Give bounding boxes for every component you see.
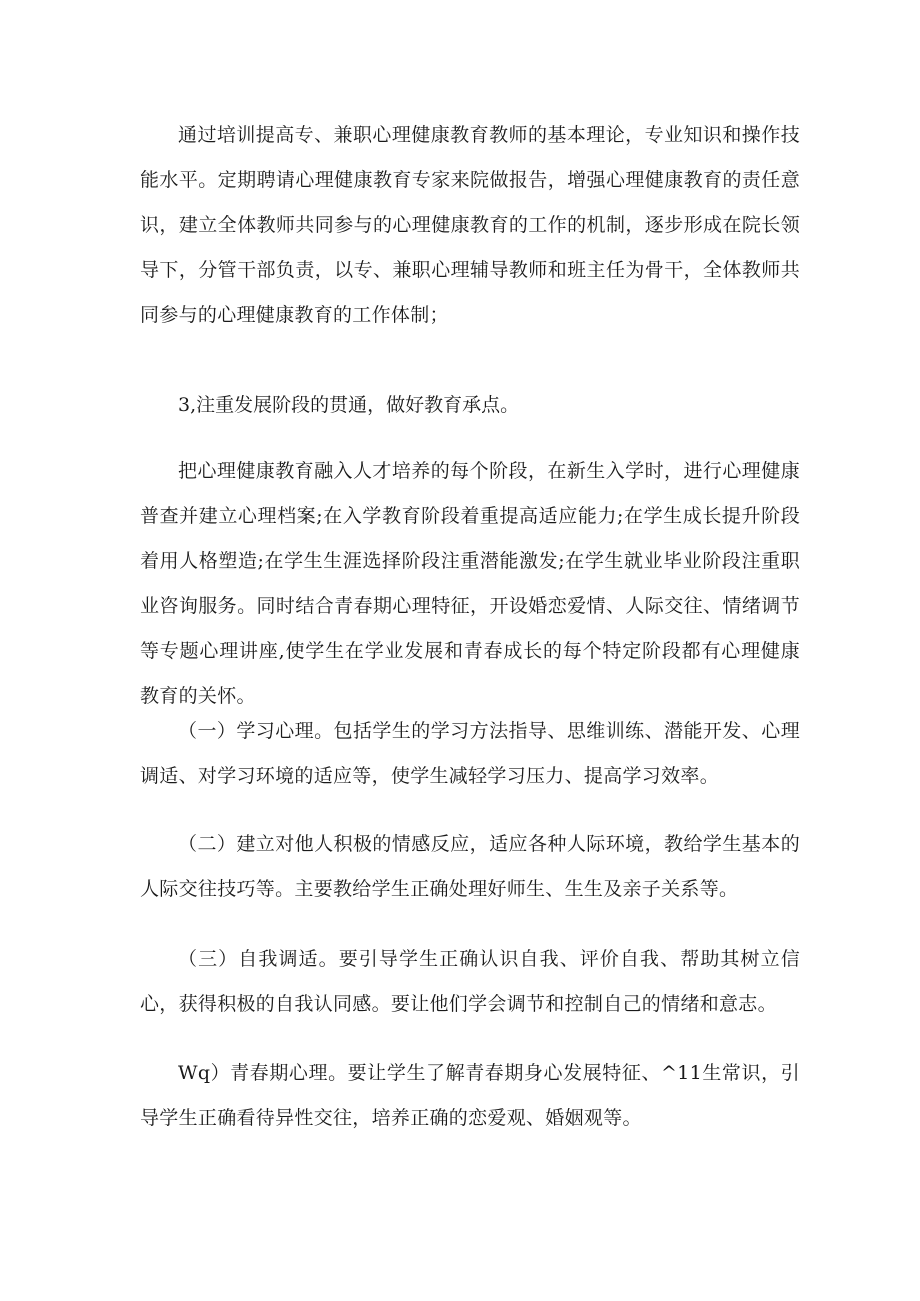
paragraph-adolescence: Wq）青春期心理。要让学生了解青春期身心发展特征、^11生常识，引导学生正确看待异性交往，培养正确的恋爱观、婚姻观等。: [140, 1062, 800, 1129]
paragraph-stages: 把心理健康教育融入人才培养的每个阶段，在新生入学时，进行心理健康普查并建立心理档案;在入学教育阶段着重提高适应能力;在学生成长提升阶段着用人格塑造;在学生生涯选择阶段注重潜能激发;在学生就业毕业阶段注重职业咨询服务。同时结合青春期心理特征，开设婚恋爱情、人际交往、情绪调节等专题心理讲座,使学生在学业发展和青春成长的每个特定阶段都有心理健康教育的关怀。: [140, 460, 800, 707]
paragraph-interpersonal: （二）建立对他人积极的情感反应，适应各种人际环境，教给学生基本的人际交往技巧等。主要教给学生正确处理好师生、生生及亲子关系等。: [140, 833, 800, 900]
paragraph-training: 通过培训提高专、兼职心理健康教育教师的基本理论，专业知识和操作技能水平。定期聘请心理健康教育专家来院做报告，增强心理健康教育的责任意识，建立全体教师共同参与的心理健康教育的工作的机制，逐步形成在院长领导下，分管干部负责，以专、兼职心理辅导教师和班主任为骨干，全体教师共同参与的心理健康教育的工作体制；: [140, 124, 800, 326]
paragraph-learning: （一）学习心理。包括学生的学习方法指导、思维训练、潜能开发、心理调适、对学习环境的适应等，使学生减轻学习压力、提高学习效率。: [140, 720, 800, 787]
paragraph-self-adjustment: （三）自我调适。要引导学生正确认识自我、评价自我、帮助其树立信心，获得积极的自我认同感。要让他们学会调节和控制自己的情绪和意志。: [140, 948, 800, 1015]
section-heading-3: 3,注重发展阶段的贯通，做好教育承点。: [178, 394, 520, 416]
